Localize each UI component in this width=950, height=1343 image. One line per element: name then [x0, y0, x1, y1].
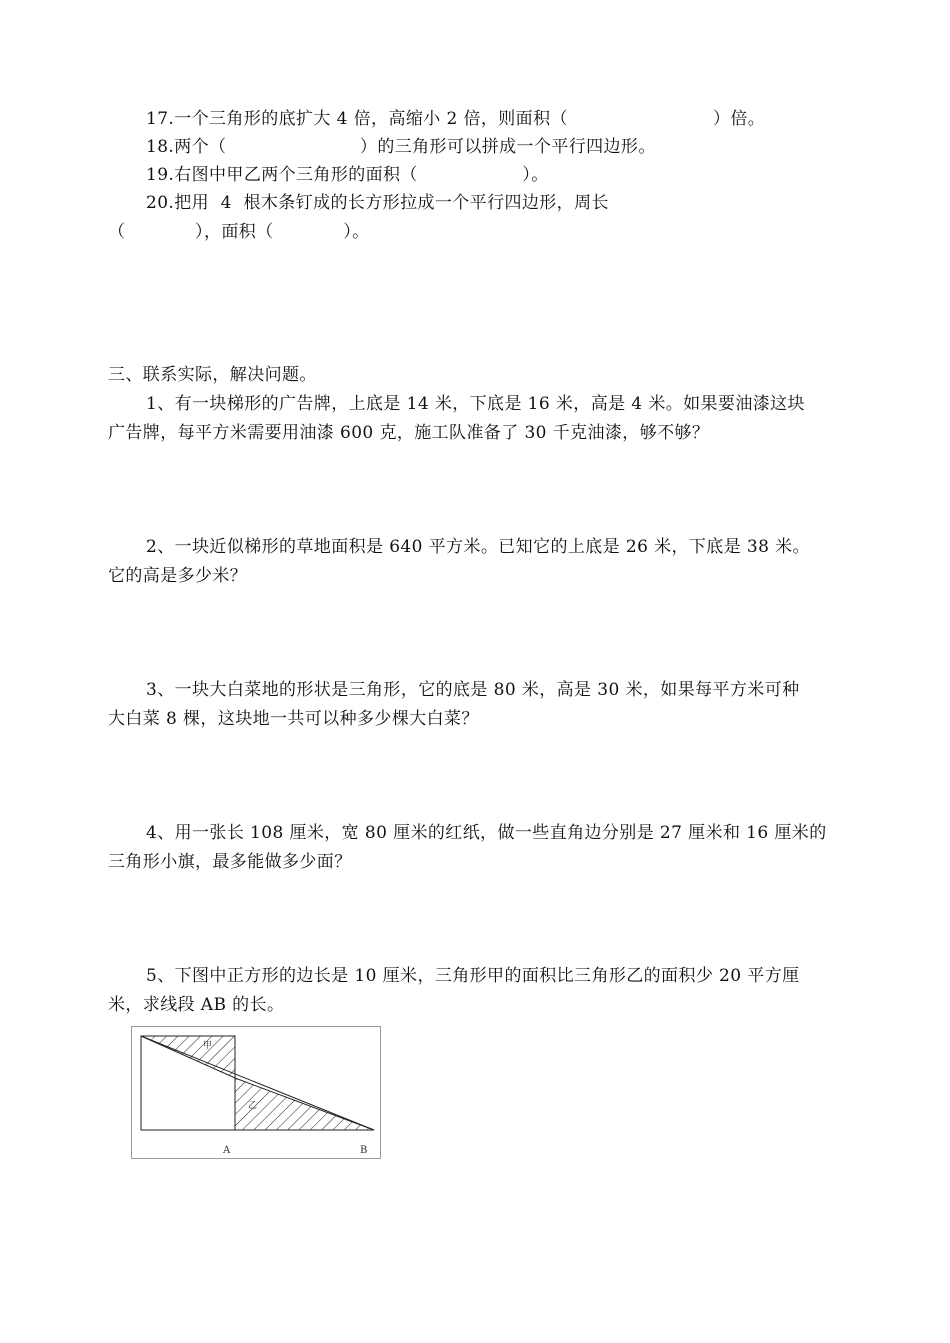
label-jia: 甲	[203, 1041, 213, 1051]
problem-4-line1: 4、用一张长 108 厘米，宽 80 厘米的红纸，做一些直角边分别是 27 厘米和 16 厘米的	[146, 823, 827, 843]
problem-2-line1: 2、一块近似梯形的草地面积是 640 平方米。已知它的上底是 26 米，下底是 38 米。	[146, 537, 810, 557]
question-19: 19.右图中甲乙两个三角形的面积（ ）。	[146, 165, 549, 185]
question-17: 17.一个三角形的底扩大 4 倍，高缩小 2 倍，则面积（ ）倍。	[146, 109, 766, 129]
problem-4-line2: 三角形小旗，最多能做多少面？	[108, 852, 352, 872]
geometry-figure	[131, 1026, 381, 1159]
problem-5-line1: 5、下图中正方形的边长是 10 厘米，三角形甲的面积比三角形乙的面积少 20 平方厘	[146, 966, 800, 986]
problem-1-line1: 1、有一块梯形的广告牌，上底是 14 米，下底是 16 米，高是 4 米。如果要油漆这块	[146, 394, 805, 414]
problem-1-line2: 广告牌，每平方米需要用油漆 600 克，施工队准备了 30 千克油漆，够不够？	[108, 423, 710, 443]
question-18: 18.两个（ ）的三角形可以拼成一个平行四边形。	[146, 137, 656, 157]
label-a: A	[223, 1145, 231, 1156]
label-b: B	[360, 1145, 368, 1156]
section-heading: 三、联系实际，解决问题。	[108, 365, 317, 385]
problem-5-line2: 米，求线段 AB 的长。	[108, 995, 285, 1015]
question-20-line1: 20.把用 4 根木条钉成的长方形拉成一个平行四边形，周长	[146, 193, 609, 213]
problem-2-line2: 它的高是多少米？	[108, 566, 248, 586]
problem-3-line1: 3、一块大白菜地的形状是三角形，它的底是 80 米，高是 30 米，如果每平方米可种	[146, 680, 800, 700]
question-20-line2: （ ），面积（ ）。	[108, 222, 370, 242]
label-yi: 乙	[248, 1101, 258, 1111]
problem-3-line2: 大白菜 8 棵，这块地一共可以种多少棵大白菜？	[108, 709, 479, 729]
